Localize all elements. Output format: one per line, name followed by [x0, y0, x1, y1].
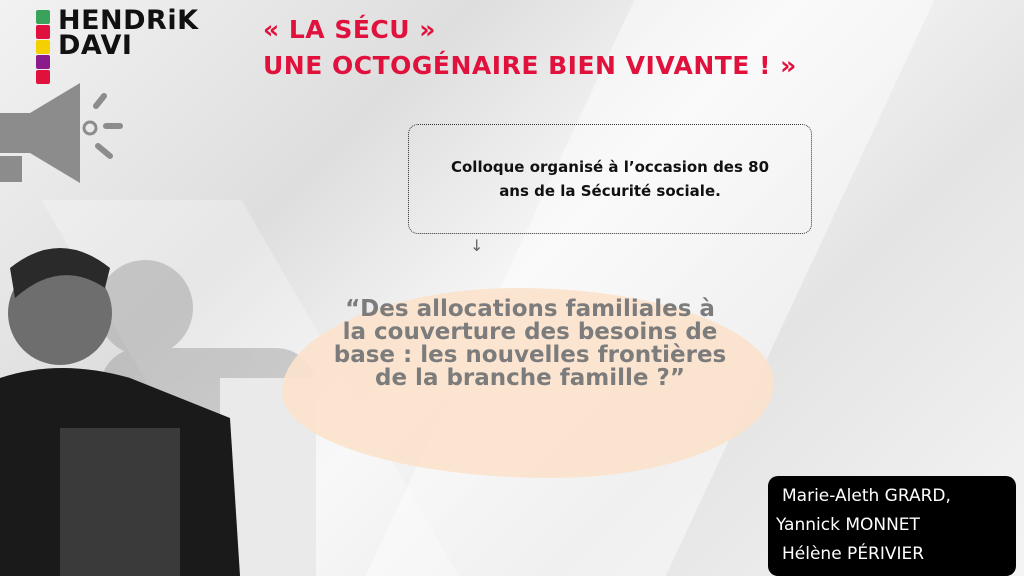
callout-text: Colloque organisé à l’occasion des 80 ans de la Sécurité sociale.: [450, 158, 770, 200]
megaphone-icon: [0, 78, 130, 198]
event-title: [263, 12, 797, 84]
logo-color-bar: [36, 40, 50, 54]
speakers-box: [768, 476, 1016, 576]
quote-text: “Des allocations familiales à la couverture des besoins de base : les nouvelles frontières de la branche famille ?”: [333, 296, 727, 391]
title-line2: UNE OCTOGÉNAIRE BIEN VIVANTE ! »: [263, 51, 797, 80]
logo-color-bar: [36, 25, 50, 39]
logo-color-bars: [36, 10, 50, 85]
speaker-photo: [0, 228, 316, 576]
logo: [36, 5, 199, 85]
logo-color-bar: [36, 10, 50, 24]
speaker-name: Yannick MONNET: [776, 515, 920, 535]
logo-color-bar: [36, 55, 50, 69]
logo-line1: HENDRiK: [58, 5, 199, 36]
arrow-down-icon: ↓: [470, 236, 484, 255]
callout-box: [408, 124, 812, 234]
speaker-name: Marie-Aleth GRARD,: [782, 486, 951, 506]
logo-line2: DAVI: [58, 30, 133, 61]
speaker-name: Hélène PÉRIVIER: [782, 544, 925, 564]
title-line1: « LA SÉCU »: [263, 15, 436, 44]
